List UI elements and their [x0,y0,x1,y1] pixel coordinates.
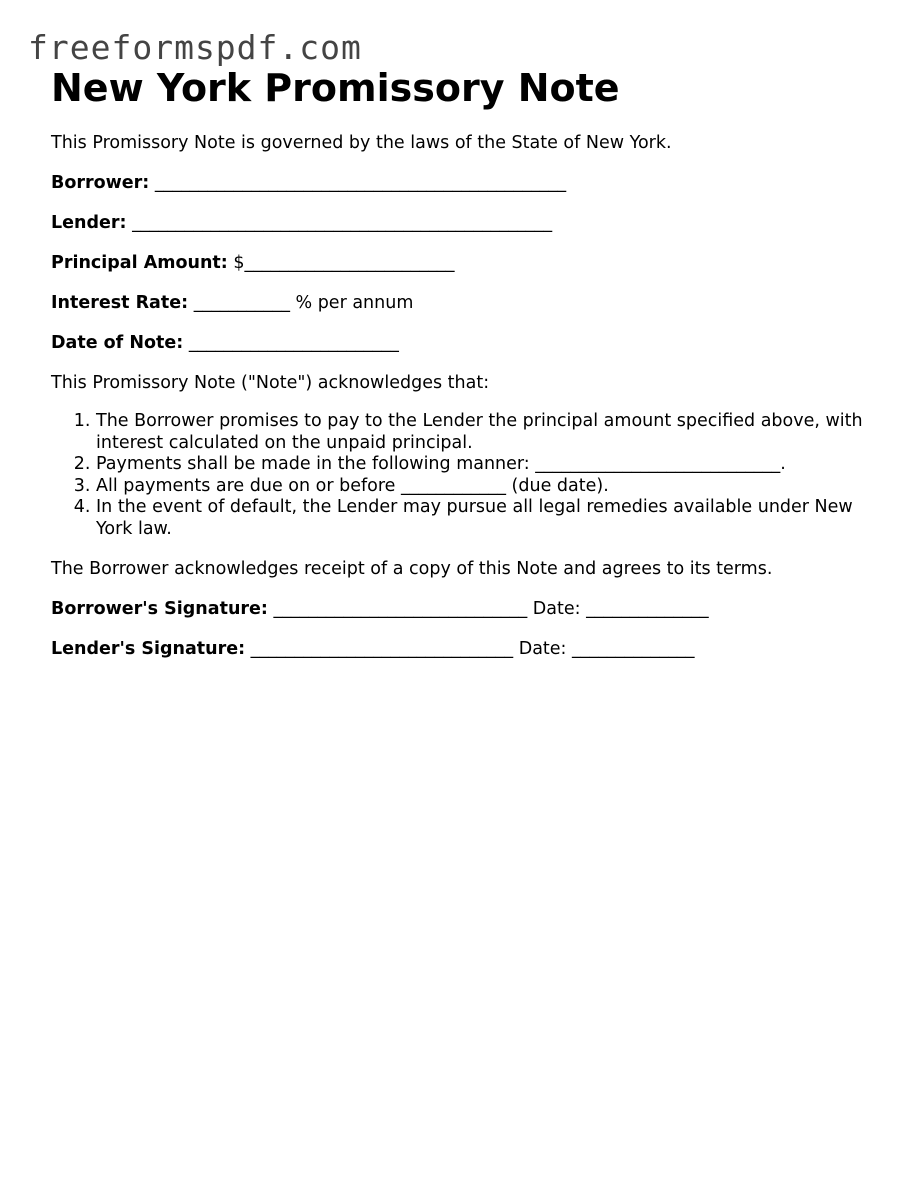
lender-signature-line [51,638,871,660]
principal-amount-label: Principal Amount: [51,253,228,273]
terms-list [51,411,871,540]
interest-rate-line [51,292,871,314]
principal-amount-line [51,252,871,274]
term-item: 1. The Borrower promises to pay to the Lender the principal amount specified above, with interest calculated on the unpaid principal. [96,411,871,454]
date-of-note-blank: ________________________ [188,333,399,353]
interest-rate-blank: ___________ % per annum [193,293,414,313]
borrower-signature-line [51,598,871,620]
borrower-signature-blank: _____________________________ Date: ______________ [273,599,709,619]
lender-signature-label: Lender's Signature: [51,639,246,659]
date-of-note-label: Date of Note: [51,333,184,353]
document-title: New York Promissory Note [51,66,620,110]
borrower-line [51,172,871,194]
date-of-note-line [51,332,871,354]
term-item: 2. Payments shall be made in the following manner: ____________________________. [96,454,871,476]
lender-label: Lender: [51,213,127,233]
governing-law-text: This Promissory Note is governed by the laws of the State of New York. [51,133,672,153]
lender-signature-blank: ______________________________ Date: ______________ [250,639,695,659]
receipt-acknowledgment-text: The Borrower acknowledges receipt of a copy of this Note and agrees to its terms. [51,559,773,579]
borrower-signature-label: Borrower's Signature: [51,599,268,619]
term-item: 3. All payments are due on or before ____________ (due date). [96,476,871,498]
principal-amount-blank: $________________________ [233,253,455,273]
watermark-text: freeformspdf.com [28,28,362,67]
lender-line [51,212,871,234]
lender-blank: ________________________________________________ [132,213,553,233]
document-page [51,64,871,660]
borrower-label: Borrower: [51,173,150,193]
interest-rate-label: Interest Rate: [51,293,189,313]
term-item: 4. In the event of default, the Lender may pursue all legal remedies available under New York law. [96,497,871,540]
borrower-blank: _______________________________________________ [154,173,567,193]
acknowledgment-intro: This Promissory Note ("Note") acknowledges that: [51,373,490,393]
